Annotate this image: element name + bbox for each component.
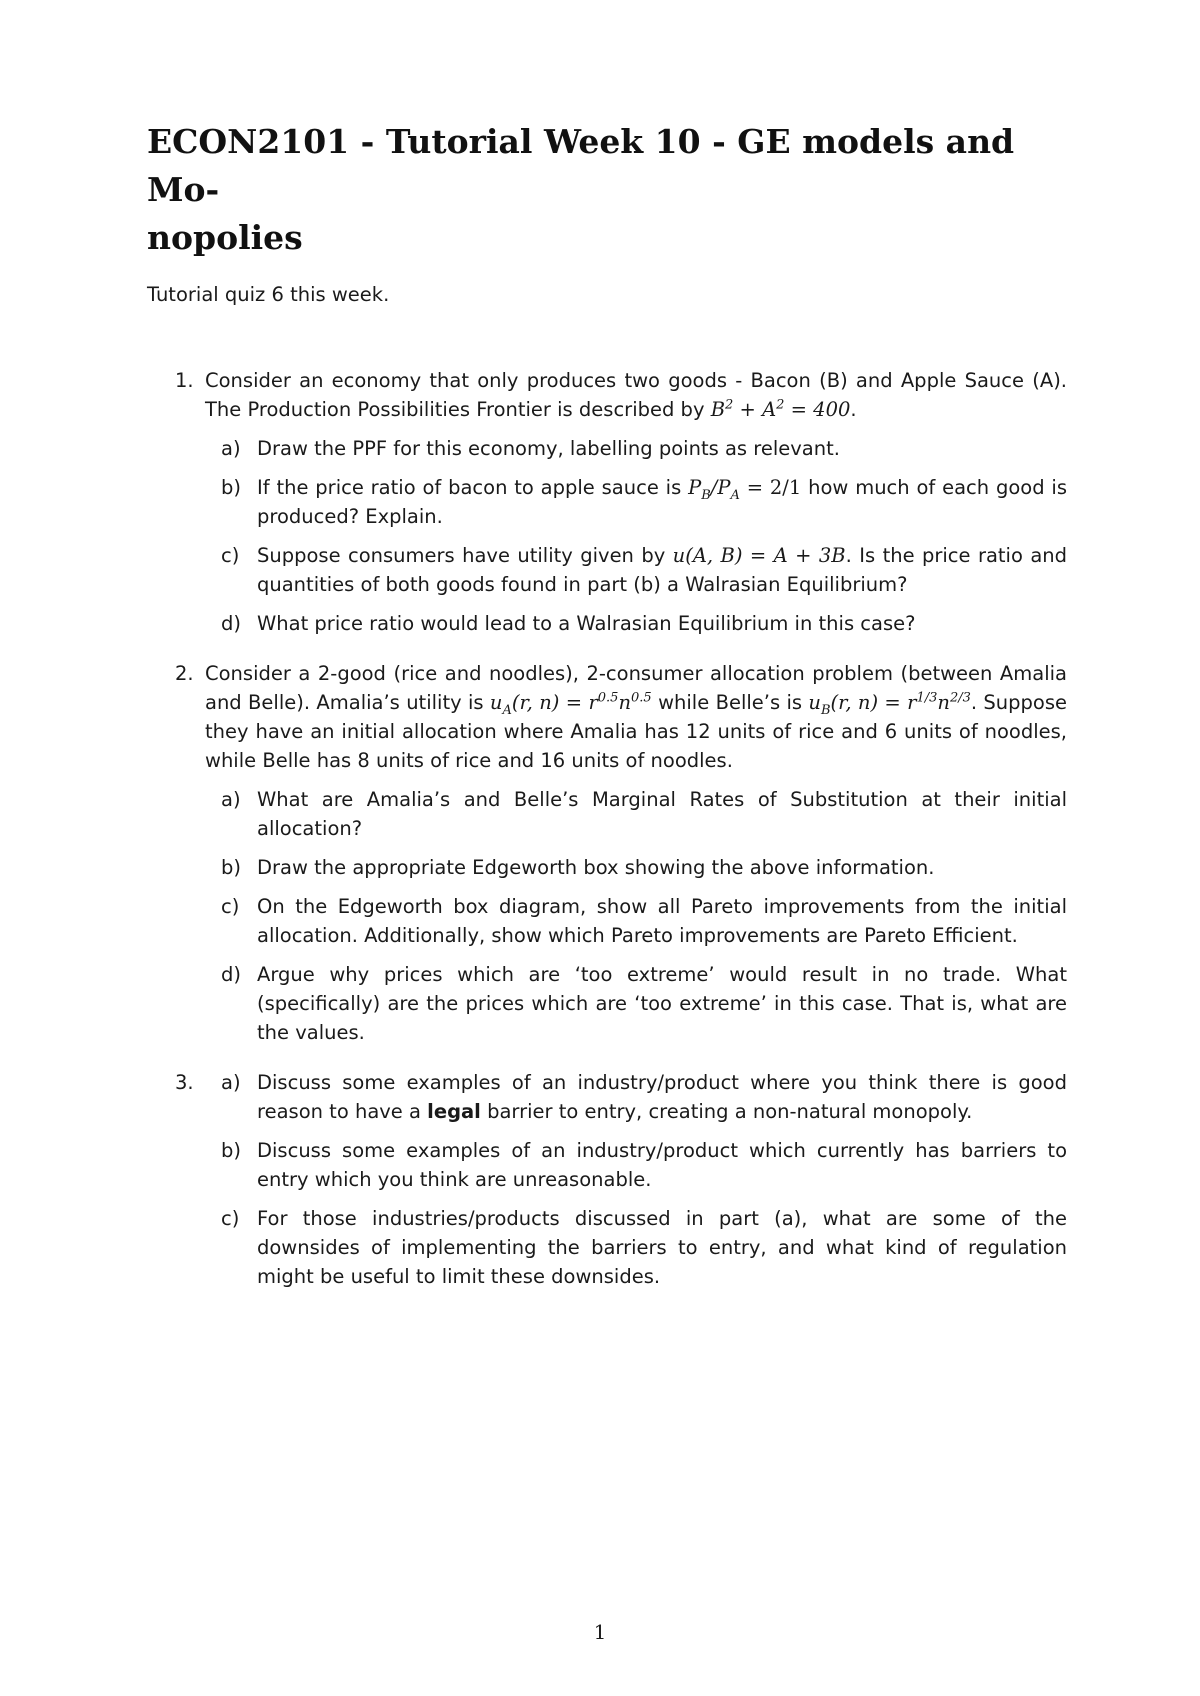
- part-text: What price ratio would lead to a Walrasian Equilibrium in this case?: [257, 612, 916, 635]
- part-label: d): [221, 963, 241, 986]
- question-text-part: .: [850, 398, 857, 421]
- question-3-part-c: [221, 1204, 1067, 1291]
- question-text-part: Consider an economy that only produces two goods - Bacon (B) and Apple Sauce (A). The Production Possibilities Frontier is described by: [205, 369, 1067, 421]
- question-2-part-c: [221, 892, 1067, 950]
- part-label: a): [221, 437, 241, 460]
- question-2-part-a: [221, 785, 1067, 843]
- part-text: For those industries/products discussed in part (a), what are some of the downsides of implementing the barriers to entry, and what kind of regulation might be useful to limit these downsides.: [257, 1207, 1067, 1288]
- question-number: 1.: [175, 369, 194, 392]
- part-label: b): [221, 856, 241, 879]
- question-1-part-c: [221, 541, 1068, 599]
- part-text: Draw the appropriate Edgeworth box showing the above information.: [257, 856, 935, 879]
- belle-utility-equation: $u_B(r$, $n) = r^{1/3}n^{2/3}$: [808, 690, 971, 718]
- question-2: [147, 659, 1067, 775]
- title-line-1: ECON2101 - Tutorial Week 10 - GE models and Mo-: [147, 122, 1015, 209]
- question-number: 3.: [175, 1071, 194, 1094]
- part-text: Discuss some examples of an industry/product which currently has barriers to entry which you think are unreasonable.: [257, 1139, 1067, 1191]
- part-text: What are Amalia’s and Belle’s Marginal Rates of Substitution at their initial allocation?: [257, 788, 1067, 840]
- question-text: [205, 659, 1067, 775]
- part-text: . Is the price ratio and quantities of both goods found in part (b) a Walrasian Equilibrium?: [257, 544, 1068, 596]
- question-text-part: while Belle’s is: [651, 691, 809, 714]
- question-2-part-d: [221, 960, 1067, 1047]
- bold-emphasis: legal: [427, 1100, 481, 1123]
- document-title: [147, 118, 1067, 262]
- question-2-part-b: [221, 853, 1067, 882]
- part-text: If the price ratio of bacon to apple sauce is: [257, 476, 689, 499]
- part-text: how much of each good is produced? Explain.: [257, 476, 1067, 528]
- question-1-part-a: [221, 434, 1067, 463]
- part-text: Discuss some examples of an industry/product where you think there is good reason to have a: [257, 1071, 1067, 1123]
- question-1: [147, 366, 1067, 424]
- part-label: b): [221, 476, 241, 499]
- part-label: c): [221, 895, 240, 918]
- part-text: Suppose consumers have utility given by: [257, 544, 673, 567]
- page-number: 1: [593, 1620, 607, 1644]
- question-text-part: Consider a 2-good (rice and noodles), 2-consumer allocation problem (between Amalia and Belle). Amalia’s utility is: [205, 662, 1067, 714]
- question-3-part-a: [221, 1068, 1067, 1126]
- document-page: [147, 118, 1067, 1291]
- part-text: Draw the PPF for this economy, labelling points as relevant.: [257, 437, 840, 460]
- intro-text: Tutorial quiz 6 this week.: [147, 283, 390, 306]
- utility-equation: u(A, B) = A + 3B: [672, 544, 846, 567]
- title-line-2: nopolies: [147, 218, 303, 257]
- question-1-part-d: [221, 609, 1067, 638]
- part-text: barrier to entry, creating a non-natural monopoly.: [480, 1100, 973, 1123]
- question-text: [205, 366, 1067, 424]
- ppf-equation: $B^2 + A^2 = 400$: [710, 397, 851, 421]
- part-label: c): [221, 544, 240, 567]
- part-label: a): [221, 1071, 241, 1094]
- part-label: a): [221, 788, 241, 811]
- question-number: 2.: [175, 662, 194, 685]
- question-text-part: . Suppose they have an initial allocation where Amalia has 12 units of rice and 6 units of noodles, while Belle has 8 units of rice and 16 units of noodles.: [205, 691, 1067, 772]
- part-label: c): [221, 1207, 240, 1230]
- question-3-part-b: [221, 1136, 1067, 1194]
- question-1-part-b: [221, 473, 1067, 531]
- part-label: d): [221, 612, 241, 635]
- price-ratio-equation: $P_B/P_A = 2/1$: [688, 476, 802, 503]
- question-3: [147, 1068, 1067, 1126]
- part-text: Argue why prices which are ‘too extreme’ would result in no trade. What (specifically) are the prices which are ‘too extreme’ in this case. That is, what are the values.: [257, 963, 1067, 1044]
- amalia-utility-equation: $u_A(r$, $n) = r^{0.5}n^{0.5}$: [489, 690, 652, 718]
- part-label: b): [221, 1139, 241, 1162]
- part-text: On the Edgeworth box diagram, show all Pareto improvements from the initial allocation. Additionally, show which Pareto improvements are Pareto Efficient.: [257, 895, 1067, 947]
